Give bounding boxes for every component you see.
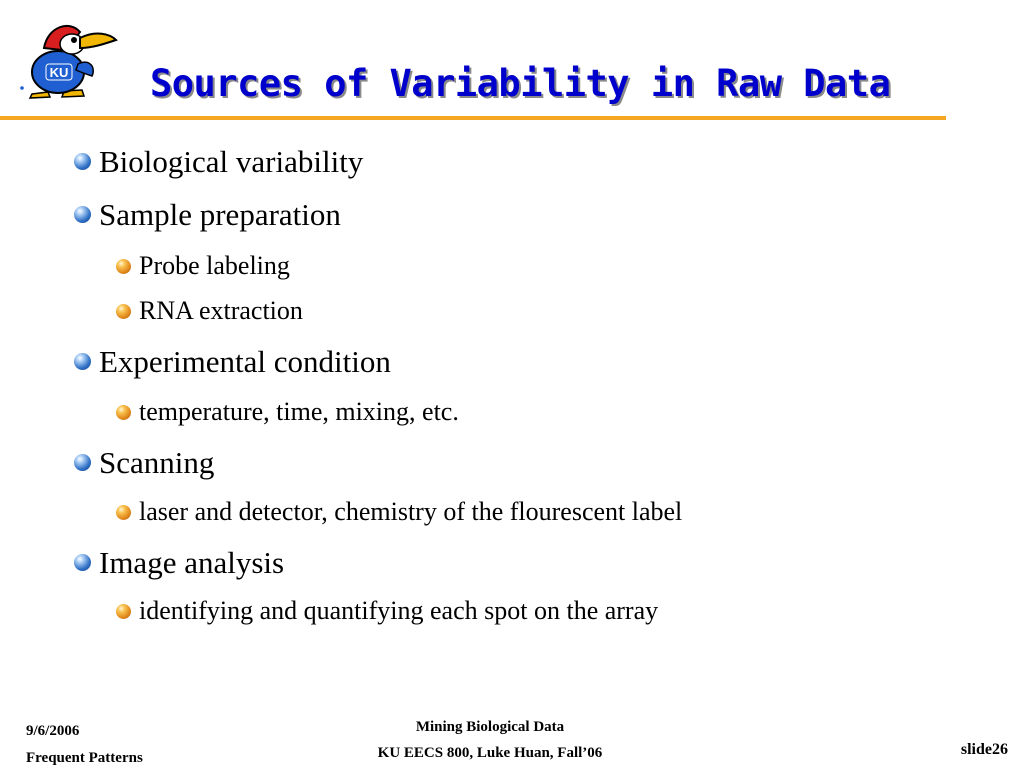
blue-bullet-icon: [74, 454, 91, 471]
slide-number: slide26: [960, 741, 1008, 758]
bullet-text: Sample preparation: [99, 197, 341, 232]
orange-bullet-icon: [116, 405, 131, 420]
sub-bullet-text: laser and detector, chemistry of the flourescent label: [139, 497, 683, 526]
bullet-item: [74, 445, 214, 481]
bullet-text: Scanning: [99, 445, 215, 480]
sub-bullet-text: temperature, time, mixing, etc.: [139, 397, 459, 426]
sub-bullet-item: [116, 596, 658, 626]
bullet-text: Image analysis: [99, 545, 285, 580]
sub-bullet-text: Probe labeling: [139, 251, 290, 280]
sub-bullet-text: RNA extraction: [139, 296, 303, 325]
bullet-item: [74, 545, 284, 581]
footer-course-info: KU EECS 800, Luke Huan, Fall’06: [377, 745, 603, 761]
slide-title: Sources of Variability in Raw Data: [150, 62, 891, 105]
blue-bullet-icon: [74, 153, 91, 170]
blue-bullet-icon: [74, 554, 91, 571]
bullet-text: Experimental condition: [99, 344, 391, 379]
bullet-item: [74, 144, 363, 180]
bullet-item: [74, 344, 391, 380]
footer-topic: Frequent Patterns: [26, 750, 143, 766]
blue-bullet-icon: [74, 353, 91, 370]
sub-bullet-item: [116, 397, 459, 427]
footer-course-title: Mining Biological Data: [415, 719, 565, 735]
sub-bullet-item: [116, 296, 303, 326]
blue-bullet-icon: [74, 206, 91, 223]
sub-bullet-item: [116, 497, 682, 527]
orange-bullet-icon: [116, 259, 131, 274]
orange-bullet-icon: [116, 304, 131, 319]
logo-text: KU: [49, 65, 69, 80]
sub-bullet-text: identifying and quantifying each spot on the array: [139, 596, 659, 625]
footer-left: [26, 718, 143, 772]
footer-center: [340, 714, 640, 766]
orange-bullet-icon: [116, 505, 131, 520]
sub-bullet-item: [116, 251, 290, 281]
orange-bullet-icon: [116, 604, 131, 619]
footer-date: 9/6/2006: [26, 723, 80, 739]
bullet-text: Biological variability: [99, 144, 364, 179]
bullet-item: [74, 197, 341, 233]
